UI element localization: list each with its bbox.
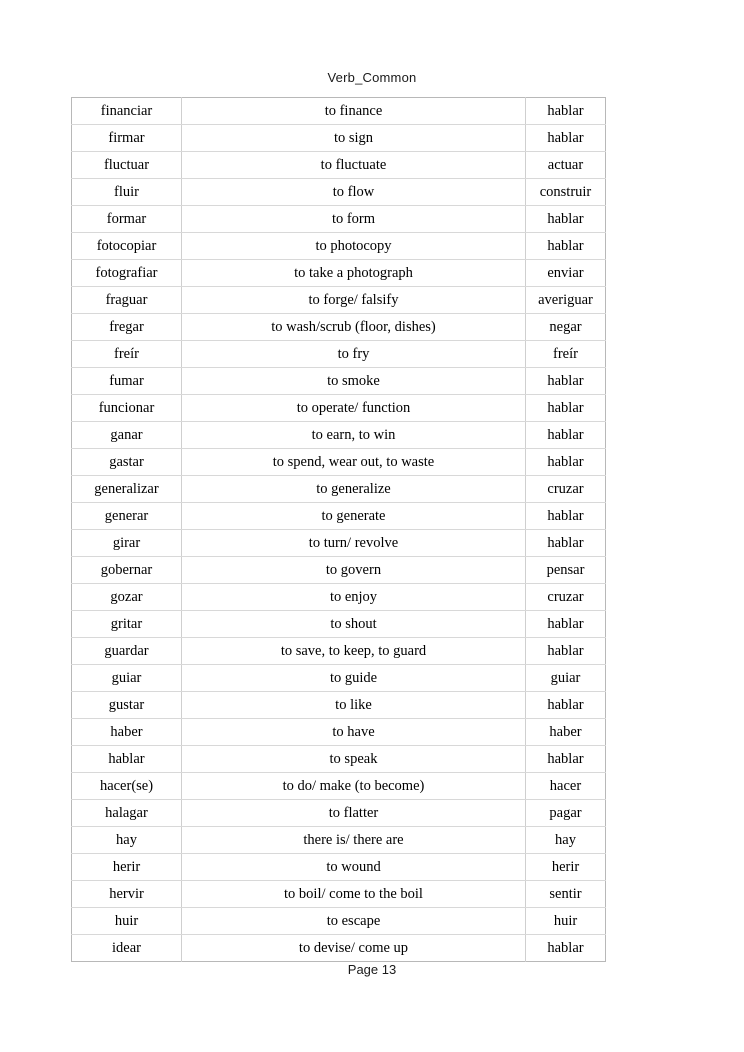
table-cell-model: herir bbox=[526, 854, 606, 881]
table-cell-model: hablar bbox=[526, 692, 606, 719]
table-cell-model: hablar bbox=[526, 422, 606, 449]
table-row bbox=[72, 557, 606, 584]
table-row bbox=[72, 476, 606, 503]
table-cell-infinitive: hablar bbox=[72, 746, 182, 773]
table-cell-meaning: to wash/scrub (floor, dishes) bbox=[182, 314, 526, 341]
table-cell-meaning: to shout bbox=[182, 611, 526, 638]
table-cell-infinitive: fregar bbox=[72, 314, 182, 341]
table-cell-infinitive: generalizar bbox=[72, 476, 182, 503]
table-cell-model: hacer bbox=[526, 773, 606, 800]
verb-table-body bbox=[72, 98, 606, 962]
table-cell-meaning: to boil/ come to the boil bbox=[182, 881, 526, 908]
page-title: Verb_Common bbox=[327, 70, 417, 85]
table-cell-infinitive: fumar bbox=[72, 368, 182, 395]
table-row bbox=[72, 341, 606, 368]
table-row bbox=[72, 773, 606, 800]
table-cell-model: huir bbox=[526, 908, 606, 935]
table-cell-infinitive: gastar bbox=[72, 449, 182, 476]
table-row bbox=[72, 206, 606, 233]
table-cell-infinitive: freír bbox=[72, 341, 182, 368]
table-cell-infinitive: hervir bbox=[72, 881, 182, 908]
table-cell-model: negar bbox=[526, 314, 606, 341]
table-cell-model: cruzar bbox=[526, 584, 606, 611]
table-cell-model: hablar bbox=[526, 611, 606, 638]
table-row bbox=[72, 935, 606, 962]
table-row bbox=[72, 260, 606, 287]
table-cell-model: sentir bbox=[526, 881, 606, 908]
table-cell-model: pagar bbox=[526, 800, 606, 827]
table-cell-model: hablar bbox=[526, 503, 606, 530]
table-cell-infinitive: halagar bbox=[72, 800, 182, 827]
table-cell-model: pensar bbox=[526, 557, 606, 584]
table-cell-meaning: to flatter bbox=[182, 800, 526, 827]
table-cell-model: hablar bbox=[526, 449, 606, 476]
table-cell-infinitive: gozar bbox=[72, 584, 182, 611]
table-cell-infinitive: girar bbox=[72, 530, 182, 557]
table-cell-infinitive: gobernar bbox=[72, 557, 182, 584]
table-cell-meaning: to wound bbox=[182, 854, 526, 881]
table-cell-meaning: to generate bbox=[182, 503, 526, 530]
page-footer: Page 13 bbox=[347, 962, 397, 977]
table-cell-meaning: to fluctuate bbox=[182, 152, 526, 179]
table-row bbox=[72, 503, 606, 530]
table-cell-meaning: to flow bbox=[182, 179, 526, 206]
table-row bbox=[72, 287, 606, 314]
table-cell-meaning: to escape bbox=[182, 908, 526, 935]
table-cell-model: hay bbox=[526, 827, 606, 854]
table-cell-model: hablar bbox=[526, 98, 606, 125]
table-cell-infinitive: haber bbox=[72, 719, 182, 746]
table-cell-model: haber bbox=[526, 719, 606, 746]
table-row bbox=[72, 854, 606, 881]
table-cell-meaning: to spend, wear out, to waste bbox=[182, 449, 526, 476]
table-row bbox=[72, 179, 606, 206]
table-row bbox=[72, 800, 606, 827]
table-cell-model: hablar bbox=[526, 530, 606, 557]
table-cell-model: hablar bbox=[526, 638, 606, 665]
table-cell-infinitive: funcionar bbox=[72, 395, 182, 422]
verb-table bbox=[71, 97, 606, 962]
table-cell-infinitive: gustar bbox=[72, 692, 182, 719]
table-cell-meaning: to finance bbox=[182, 98, 526, 125]
table-cell-infinitive: gritar bbox=[72, 611, 182, 638]
table-row bbox=[72, 395, 606, 422]
table-row bbox=[72, 665, 606, 692]
table-cell-meaning: to take a photograph bbox=[182, 260, 526, 287]
table-cell-model: hablar bbox=[526, 125, 606, 152]
table-cell-infinitive: formar bbox=[72, 206, 182, 233]
table-row bbox=[72, 719, 606, 746]
table-row bbox=[72, 233, 606, 260]
table-cell-meaning: to operate/ function bbox=[182, 395, 526, 422]
table-cell-meaning: to govern bbox=[182, 557, 526, 584]
table-cell-model: hablar bbox=[526, 746, 606, 773]
table-cell-model: enviar bbox=[526, 260, 606, 287]
table-row bbox=[72, 368, 606, 395]
table-cell-infinitive: financiar bbox=[72, 98, 182, 125]
table-row bbox=[72, 692, 606, 719]
table-cell-meaning: to devise/ come up bbox=[182, 935, 526, 962]
table-cell-infinitive: idear bbox=[72, 935, 182, 962]
table-row bbox=[72, 125, 606, 152]
table-cell-infinitive: huir bbox=[72, 908, 182, 935]
table-cell-infinitive: fluctuar bbox=[72, 152, 182, 179]
table-row bbox=[72, 827, 606, 854]
table-cell-meaning: to earn, to win bbox=[182, 422, 526, 449]
table-cell-meaning: to guide bbox=[182, 665, 526, 692]
table-row bbox=[72, 152, 606, 179]
table-cell-infinitive: generar bbox=[72, 503, 182, 530]
table-row bbox=[72, 584, 606, 611]
table-row bbox=[72, 746, 606, 773]
table-cell-meaning: to forge/ falsify bbox=[182, 287, 526, 314]
table-row bbox=[72, 881, 606, 908]
table-cell-model: hablar bbox=[526, 395, 606, 422]
table-cell-infinitive: hacer(se) bbox=[72, 773, 182, 800]
table-row bbox=[72, 449, 606, 476]
table-cell-meaning: there is/ there are bbox=[182, 827, 526, 854]
table-cell-model: freír bbox=[526, 341, 606, 368]
table-cell-model: hablar bbox=[526, 233, 606, 260]
table-row bbox=[72, 638, 606, 665]
table-cell-infinitive: guardar bbox=[72, 638, 182, 665]
table-cell-meaning: to enjoy bbox=[182, 584, 526, 611]
table-cell-infinitive: firmar bbox=[72, 125, 182, 152]
table-cell-infinitive: guiar bbox=[72, 665, 182, 692]
table-cell-model: hablar bbox=[526, 206, 606, 233]
table-cell-infinitive: hay bbox=[72, 827, 182, 854]
table-row bbox=[72, 98, 606, 125]
table-cell-meaning: to sign bbox=[182, 125, 526, 152]
table-cell-model: cruzar bbox=[526, 476, 606, 503]
table-cell-meaning: to fry bbox=[182, 341, 526, 368]
table-cell-meaning: to photocopy bbox=[182, 233, 526, 260]
table-cell-infinitive: fotocopiar bbox=[72, 233, 182, 260]
table-cell-meaning: to speak bbox=[182, 746, 526, 773]
table-cell-meaning: to like bbox=[182, 692, 526, 719]
table-row bbox=[72, 530, 606, 557]
table-row bbox=[72, 611, 606, 638]
table-cell-meaning: to do/ make (to become) bbox=[182, 773, 526, 800]
table-row bbox=[72, 422, 606, 449]
table-cell-infinitive: ganar bbox=[72, 422, 182, 449]
table-cell-infinitive: fotografiar bbox=[72, 260, 182, 287]
table-cell-meaning: to form bbox=[182, 206, 526, 233]
table-cell-infinitive: fluir bbox=[72, 179, 182, 206]
table-cell-model: averiguar bbox=[526, 287, 606, 314]
table-cell-model: construir bbox=[526, 179, 606, 206]
table-cell-meaning: to smoke bbox=[182, 368, 526, 395]
table-cell-infinitive: herir bbox=[72, 854, 182, 881]
table-cell-meaning: to save, to keep, to guard bbox=[182, 638, 526, 665]
table-cell-model: guiar bbox=[526, 665, 606, 692]
table-row bbox=[72, 314, 606, 341]
table-cell-meaning: to turn/ revolve bbox=[182, 530, 526, 557]
table-cell-infinitive: fraguar bbox=[72, 287, 182, 314]
table-cell-meaning: to generalize bbox=[182, 476, 526, 503]
table-cell-model: actuar bbox=[526, 152, 606, 179]
table-row bbox=[72, 908, 606, 935]
table-cell-meaning: to have bbox=[182, 719, 526, 746]
table-cell-model: hablar bbox=[526, 935, 606, 962]
table-cell-model: hablar bbox=[526, 368, 606, 395]
